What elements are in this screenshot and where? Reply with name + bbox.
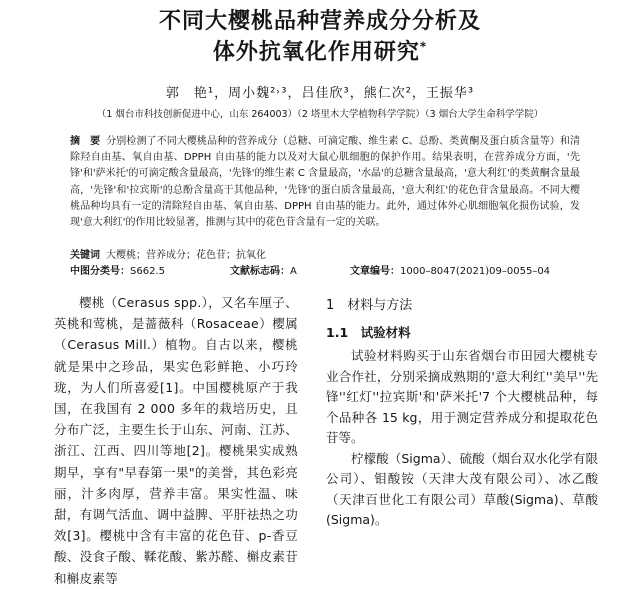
doc-code-label: 文献标志码： (230, 266, 290, 277)
keywords (70, 248, 580, 264)
article-number-label: 文章编号： (350, 266, 400, 277)
clc-field (70, 264, 165, 280)
clc-value: S662.5 (130, 266, 165, 277)
article-number-value: 1000–8047(2021)09–0055–04 (400, 266, 551, 277)
author-list: 郭 艳¹，周小魏²˒³，吕佳欣³，熊仁次²，王振华³ (165, 86, 475, 101)
doc-code-value: A (290, 266, 297, 277)
paper-title-line-2 (0, 35, 640, 66)
section-heading: 1 材料与方法 (326, 298, 413, 313)
subsection-heading: 1.1 试验材料 (326, 324, 411, 340)
intro-paragraph: 樱桃（Cerasus spp.），又名车厘子、英桃和莺桃，是蔷薇科（Rosaceae）樱属（Cerasus Mill.）植物。自古以来，樱桃就是果中之珍品，果实色彩鲜艳、小巧玲珑，为人们所喜爱[1]。中国樱桃原产于我国，在我国有 2 000 多年的栽培历史，且分布广泛，主要生长于山东、河南、江苏、浙江、江西、四川等地[2]。樱桃果实成熟期早，享有"早春第一果"的美誉，其色彩亮丽，汁多肉厚，营养丰富。果实性温、味甜，有调气活血、调中益脾、平肝祛热之功效[3]。樱桃中含有丰富的花色苷、p-香豆酸、没食子酸、鞣花酸、紫苏醛、槲皮素苷和槲皮素等 (54, 295, 298, 586)
affiliations: （1 烟台市科技创新促进中心，山东 264003）（2 塔里木大学植物科学学院）（3 烟台大学生命科学学院） (96, 109, 544, 120)
materials-paragraph-2: 柠檬酸（Sigma）、硫酸（烟台双水化学有限公司）、钼酸铵（天津大茂有限公司）、冰乙酸（天津百世化工有限公司）草酸(Sigma)、草酸(Sigma)。 (326, 450, 598, 527)
abstract-text: 分别检测了不同大樱桃品种的营养成分（总糖、可滴定酸、维生素 C、总酚、类黄酮及蛋白质含量等）和清除羟自由基、氧自由基、DPPH 自由基的能力以及对大鼠心肌细胞的保护作用。结果表明，在营养成分方面，'先锋'和'萨米托'的可滴定酸含量最高，'先锋'的维生素 C 含量最高，'水晶'的总糖含量最高，'意大利红'的类黄酮含量最高，'先锋'和'拉宾斯'的总酚含量高于其他品种，'先锋'的蛋白质含量最高，'意大利红'的花色苷含量最高。不同大樱桃品种均具有一定的清除羟自由基、氧自由基、DPPH 自由基的能力。此外，通过体外心肌细胞氧化损伤试验，发现'意大利红'的作用比较显著，推测与其中的花色苷含量有一定的关联。 (70, 136, 580, 229)
right-column (326, 296, 598, 531)
abstract-label: 摘 要 (70, 136, 101, 147)
keywords-text: 大樱桃；营养成分；花色苷；抗氧化 (106, 250, 266, 261)
keywords-label: 关键词 (70, 250, 100, 261)
clc-label: 中图分类号： (70, 266, 130, 277)
article-number-field (350, 264, 550, 280)
abstract (70, 134, 580, 231)
paper-title-line-1: 不同大樱桃品种营养成分分析及 (158, 9, 481, 34)
title-footnote-mark: * (419, 39, 428, 54)
title-line-2-text: 体外抗氧化作用研究 (212, 40, 420, 65)
doc-code-field (230, 264, 297, 280)
left-column (54, 292, 298, 589)
materials-paragraph-1: 试验材料购买于山东省烟台市田园大樱桃专业合作社，分别采摘成熟期的'意大利红''美早''先锋''红灯''拉宾斯'和'萨米托'7 个大樱桃品种，每个品种各 15 kg，用于测定营养成分和提取花色苷等。 (326, 348, 598, 445)
